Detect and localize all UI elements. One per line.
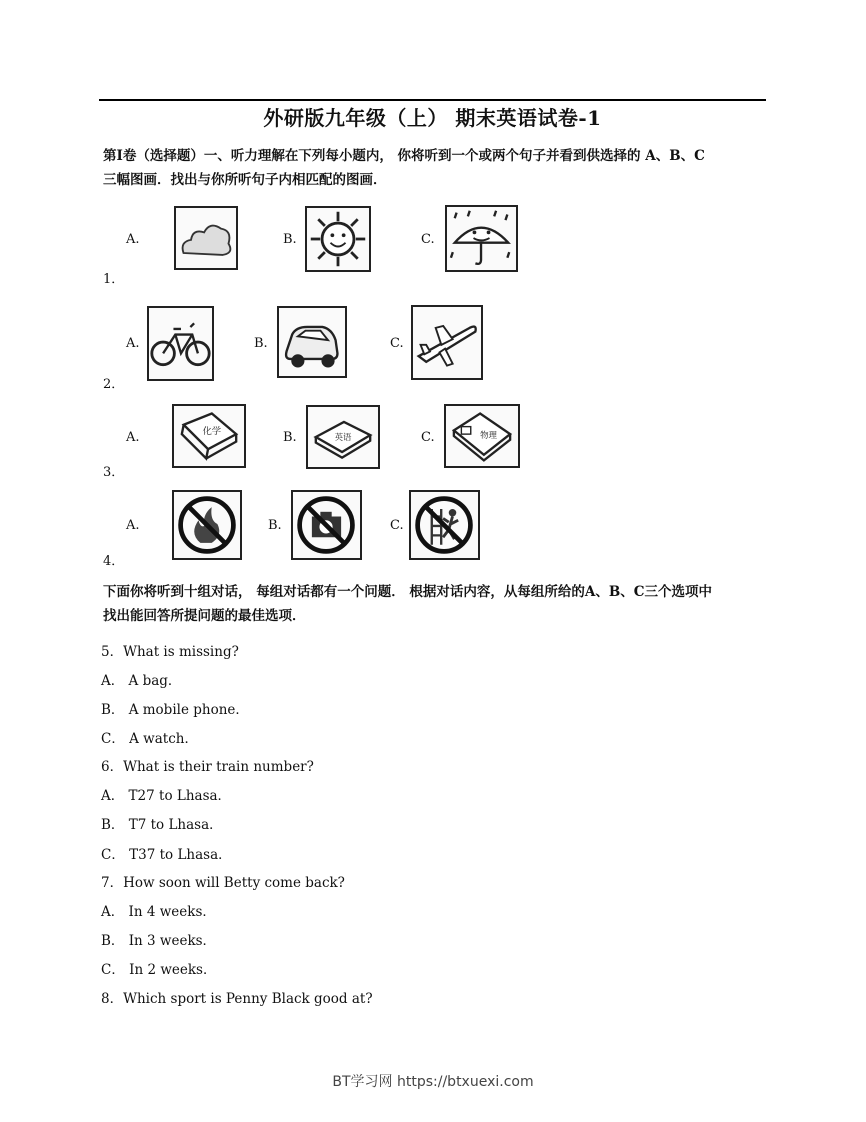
- option-c: C． A watch．: [101, 731, 198, 747]
- section1-line2: 三幅图画．找出与你所听句子内相匹配的图画．: [103, 172, 387, 188]
- option-c: C． In 2 weeks．: [101, 962, 217, 978]
- option-a: A． T27 to Lhasa．: [101, 788, 232, 804]
- section2-line1: 下面你将听到十组对话， 每组对话都有一个问题． 根据对话内容，从每组所给的A、B、C三个选项中: [103, 584, 713, 600]
- umbrella-rain-icon: [445, 205, 518, 272]
- option-label: A.: [126, 232, 140, 247]
- page-title: 外研版九年级（上） 期末英语试卷-1: [263, 106, 602, 130]
- option-b: B． T7 to Lhasa．: [101, 817, 223, 833]
- question-7: 7．How soon will Betty come back?: [101, 875, 345, 891]
- option-label: A.: [126, 518, 140, 533]
- question-number: 3．: [103, 465, 125, 480]
- section2-line2: 找出能回答所提问题的最佳选项．: [103, 608, 306, 624]
- section1-line1: 第Ⅰ卷（选择题）一、听力理解在下列每小题内， 你将听到一个或两个句子并看到供选择的 A、B、C: [103, 148, 705, 164]
- book-title: 英语: [334, 431, 352, 442]
- footer-watermark: BT学习网 https://btxuexi.com: [332, 1074, 534, 1090]
- title-rule: [99, 99, 766, 101]
- book-title: 化学: [202, 426, 222, 438]
- book-icon: [172, 404, 246, 468]
- question-number: 2．: [103, 377, 125, 392]
- book-icon: [444, 404, 520, 468]
- section2-instructions: [103, 580, 773, 628]
- option-label: C.: [421, 430, 435, 445]
- option-label: C.: [390, 518, 404, 533]
- question-6: 6．What is their train number?: [101, 759, 314, 775]
- airplane-icon: [411, 305, 483, 380]
- question-5: 5．What is missing?: [101, 644, 239, 660]
- bicycle-icon: [147, 306, 214, 381]
- question-number: 1．: [103, 272, 125, 287]
- no-camera-icon: [291, 490, 362, 560]
- question-8: 8．Which sport is Penny Black good at?: [101, 991, 373, 1007]
- cloud-icon: [174, 206, 238, 270]
- option-label: A.: [126, 336, 140, 351]
- option-a: A． In 4 weeks．: [101, 904, 216, 920]
- option-b: B． A mobile phone．: [101, 702, 249, 718]
- option-b: B． In 3 weeks．: [101, 933, 217, 949]
- option-c: C． T37 to Lhasa．: [101, 847, 232, 863]
- option-label: B.: [283, 232, 297, 247]
- no-fire-icon: [172, 490, 242, 560]
- car-icon: [277, 306, 347, 378]
- no-climbing-icon: [409, 490, 480, 560]
- option-label: C.: [421, 232, 435, 247]
- option-label: B.: [254, 336, 268, 351]
- sun-icon: [305, 206, 371, 272]
- book-title: 物理: [480, 429, 497, 440]
- option-a: A． A bag．: [101, 673, 182, 689]
- section1-instructions: [103, 144, 773, 192]
- option-label: A.: [126, 430, 140, 445]
- question-number: 4．: [103, 554, 125, 569]
- option-label: C.: [390, 336, 404, 351]
- option-label: B.: [283, 430, 297, 445]
- option-label: B.: [268, 518, 282, 533]
- book-icon: [306, 405, 380, 469]
